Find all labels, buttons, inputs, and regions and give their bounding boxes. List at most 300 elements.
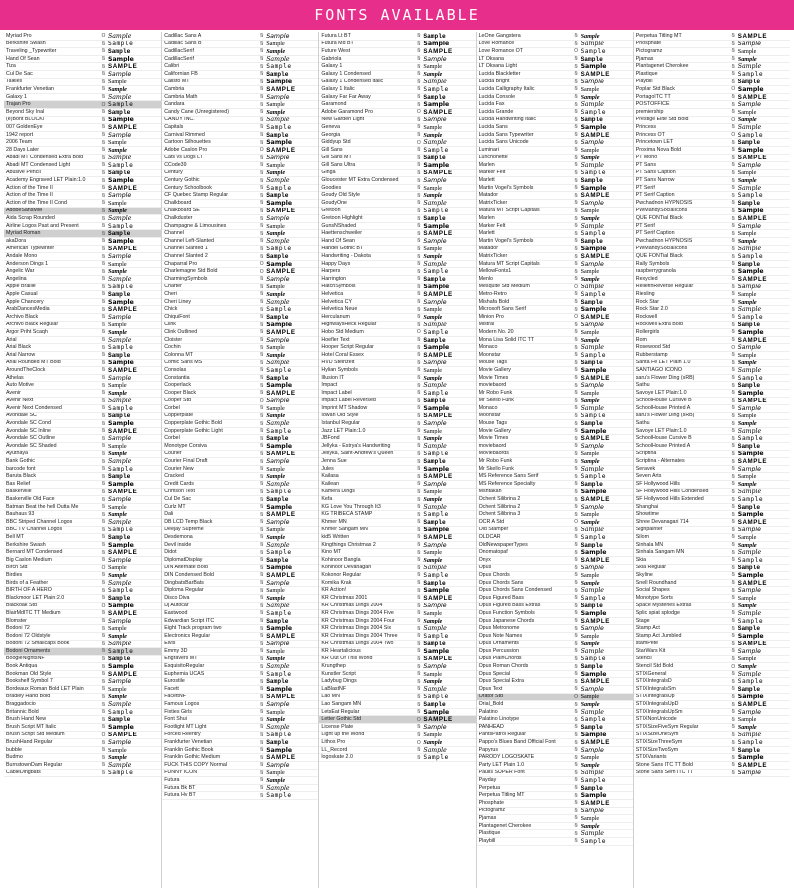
font-row [4, 443, 161, 451]
font-sample: Sample [266, 313, 289, 321]
font-sample: Sample [108, 162, 134, 169]
font-row [162, 565, 318, 573]
font-row [162, 238, 318, 246]
truetype-icon: Ꞩ [101, 154, 106, 161]
font-sample: Sample [737, 534, 757, 541]
font-row [477, 572, 633, 580]
font-name: Batman Beat the hell Outta Me [6, 503, 79, 510]
font-row [477, 238, 633, 246]
font-sample: Sample [266, 405, 285, 412]
truetype-icon: Ꞩ [731, 731, 735, 738]
font-name: Galaxy 1 Italic [321, 86, 355, 92]
font-sample: Sample [266, 746, 293, 754]
font-sample: Sample [108, 86, 127, 93]
font-row [634, 360, 790, 368]
font-sample: Sample [737, 625, 761, 633]
truetype-icon: Ꞩ [101, 329, 106, 336]
font-row [477, 124, 633, 132]
font-sample: Sample [737, 291, 757, 298]
font-name: Matura MT Script Capitals [478, 260, 540, 267]
font-name: Shree Devanagari 714 [635, 519, 689, 525]
font-row [634, 572, 790, 580]
font-row [319, 405, 475, 413]
font-name: KR Christmas Dings 2004 Six [321, 625, 392, 632]
font-name: Eight Track program two [164, 625, 222, 632]
truetype-icon: Ꞩ [417, 40, 421, 47]
font-row [162, 489, 318, 497]
font-name: Old Stamper [478, 526, 509, 533]
font-sample: SAMPLE [737, 33, 768, 40]
font-name: OCR A Std [478, 519, 505, 525]
truetype-icon: Ꞩ [417, 299, 421, 306]
font-sample: SAMPLE [737, 519, 768, 526]
font-row [634, 367, 790, 375]
truetype-icon: Ꞩ [574, 663, 578, 670]
font-row [319, 686, 475, 694]
font-sample: Sample [580, 291, 606, 298]
truetype-icon: Ꞩ [260, 724, 264, 731]
font-sample: Sample [108, 412, 131, 420]
font-sample: Sample [108, 465, 134, 473]
font-row [634, 71, 790, 79]
font-name: Impact Label Reversed [321, 397, 376, 404]
truetype-icon: Ꞩ [101, 56, 106, 63]
font-name: Arial Black [6, 344, 32, 351]
truetype-icon: Ꞩ [574, 63, 578, 70]
font-row [477, 200, 633, 208]
truetype-icon: Ꞩ [101, 481, 106, 488]
font-row [319, 56, 475, 64]
truetype-icon: Ꞩ [417, 230, 421, 237]
font-sample: Sample [737, 496, 764, 504]
truetype-icon: Ꞩ [574, 838, 578, 845]
font-sample: Sample [108, 374, 132, 382]
truetype-icon: Ꞩ [101, 519, 106, 526]
font-row [4, 306, 161, 314]
font-row [4, 557, 161, 565]
font-sample: Sample [423, 374, 443, 382]
font-sample: Sample [423, 131, 443, 139]
font-row [477, 177, 633, 185]
font-name: Birdies [6, 572, 23, 578]
font-name: PT Sans Narrow [635, 177, 675, 184]
font-sample: Sample [108, 397, 132, 405]
font-row [634, 458, 790, 466]
font-row [162, 177, 318, 185]
truetype-icon: Ꞩ [260, 86, 264, 93]
truetype-icon: Ꞩ [260, 792, 264, 799]
font-name: Kefa [321, 496, 333, 503]
font-name: Brush Script Std Medium [6, 731, 65, 738]
font-sample: Sample [108, 503, 127, 511]
font-name: KR Christmas Dings 2004 Five [321, 610, 394, 616]
font-sample: Sample [266, 655, 286, 663]
font-name: PWMandySocialIcons [635, 245, 688, 252]
font-sample: Sample [423, 549, 442, 557]
font-row [634, 473, 790, 481]
font-sample: Sample [423, 177, 447, 185]
truetype-icon: Ꞩ [417, 132, 421, 139]
truetype-icon: Ꞩ [731, 48, 735, 55]
font-row [477, 79, 633, 87]
font-row [162, 63, 318, 71]
font-name: Bradley Hand Bold [6, 693, 51, 700]
font-name: Skia [635, 556, 647, 563]
font-name: STIXIntegralsUp [635, 693, 675, 700]
font-name: Hoefler Text [321, 336, 350, 343]
font-row [477, 253, 633, 261]
truetype-icon: Ꞩ [417, 215, 421, 222]
font-row [477, 838, 633, 846]
font-name: KR Christmas Dings 2004 Two [321, 640, 394, 647]
font-sample: Sample [108, 146, 127, 154]
font-name: STIXGeneral [635, 670, 667, 677]
font-name: Mesquite Std Medium [478, 283, 530, 290]
truetype-icon: Ꞩ [417, 375, 421, 382]
font-row [634, 435, 790, 443]
font-name: STIXIntegralsSm [635, 686, 676, 692]
truetype-icon: Ꞩ [101, 139, 106, 146]
opentype-icon: O [574, 283, 579, 290]
truetype-icon: Ꞩ [417, 344, 421, 351]
font-sample: Sample [266, 534, 286, 541]
font-row [477, 86, 633, 94]
font-name: Diploma Regular [164, 587, 204, 594]
truetype-icon: Ꞩ [731, 466, 735, 473]
font-name: PWMandySocialIcons [635, 207, 688, 214]
font-row [162, 79, 318, 87]
truetype-icon: Ꞩ [260, 306, 264, 313]
font-sample: SAMPLE [266, 146, 296, 154]
font-row [477, 557, 633, 565]
font-name: Bodoni 72 Smallcaps Book [6, 640, 70, 647]
truetype-icon: Ꞩ [260, 564, 264, 571]
truetype-icon: Ꞩ [731, 405, 735, 412]
truetype-icon: Ꞩ [101, 40, 106, 47]
truetype-icon: Ꞩ [101, 648, 106, 655]
truetype-icon: Ꞩ [417, 747, 421, 754]
font-name: Berkshire Swash [6, 541, 46, 548]
font-row [477, 139, 633, 147]
font-sample: Sample [108, 708, 134, 716]
font-row [4, 86, 161, 94]
font-row [634, 230, 790, 238]
font-row [4, 124, 161, 132]
font-row [4, 466, 161, 474]
truetype-icon: Ꞩ [260, 382, 264, 389]
font-sample: SAMPLE [580, 617, 610, 625]
font-row [4, 109, 161, 117]
font-sample: Sample [423, 329, 449, 336]
font-row [162, 413, 318, 421]
truetype-icon: Ꞩ [731, 618, 735, 625]
truetype-icon: Ꞩ [417, 564, 421, 571]
truetype-icon: Ꞩ [417, 405, 421, 412]
truetype-icon: Ꞩ [101, 709, 106, 716]
font-row [4, 132, 161, 140]
font-sample: Sample [266, 184, 292, 192]
font-name: Deejay Supreme [164, 526, 204, 533]
font-row [162, 572, 318, 580]
font-sample: Sample [108, 207, 127, 215]
font-row [319, 382, 475, 390]
font-sample: Sample [737, 549, 762, 557]
font-name: Credit Cards [164, 481, 194, 487]
font-sample: SAMPLE [737, 336, 768, 344]
font-sample: Sample [580, 283, 604, 291]
font-row [4, 208, 161, 216]
truetype-icon: Ꞩ [731, 428, 735, 435]
font-sample: Sample [580, 572, 600, 579]
font-sample: Sample [108, 541, 134, 549]
font-name: Aida Scrap Rounded [6, 215, 55, 222]
font-row [634, 754, 790, 762]
truetype-icon: Ꞩ [260, 420, 264, 427]
truetype-icon: Ꞩ [417, 185, 421, 192]
font-name: Onyx [478, 556, 491, 563]
font-sample: SAMPLE [580, 678, 610, 686]
font-name: Beyond Sky Inal [6, 108, 45, 115]
opentype-icon: O [731, 132, 736, 139]
font-row [4, 663, 161, 671]
font-row [477, 420, 633, 428]
font-name: Constantia [164, 374, 190, 381]
font-row [4, 534, 161, 542]
font-sample: Sample [737, 359, 757, 367]
font-sample: Sample [423, 488, 442, 496]
font-name: Myriad Roman [6, 230, 41, 237]
font-row [634, 200, 790, 208]
font-row [162, 215, 318, 223]
font-sample: Sample [423, 101, 450, 109]
font-sample: Sample [266, 321, 293, 329]
font-sample: Sample [737, 200, 761, 207]
font-name: Goudy Old Style [321, 192, 360, 199]
font-row [162, 405, 318, 413]
truetype-icon: Ꞩ [574, 572, 578, 579]
font-name: Arial [6, 336, 17, 343]
font-name: MS Reference Sans Serif [478, 473, 539, 480]
truetype-icon: Ꞩ [574, 375, 578, 382]
truetype-icon: Ꞩ [731, 762, 735, 769]
font-row [477, 398, 633, 406]
font-name: Franklin Gothic Medium [164, 754, 221, 761]
font-sample: Sample [108, 389, 127, 397]
truetype-icon: Ꞩ [417, 116, 421, 123]
font-sample: Sample [580, 367, 607, 374]
font-name: Avondale SC Shaded [6, 443, 57, 449]
font-row [319, 71, 475, 79]
font-row [634, 413, 790, 421]
font-row [634, 79, 790, 87]
font-sample: SAMPLE [423, 108, 453, 116]
font-row [634, 337, 790, 345]
font-row [162, 398, 318, 406]
font-name: Lithos Pro [321, 739, 346, 746]
truetype-icon: Ꞩ [731, 109, 735, 116]
font-name: LetsEat Regular [321, 708, 360, 715]
font-row [477, 823, 633, 831]
font-row [477, 458, 633, 466]
font-row [634, 603, 790, 611]
font-name: Ochent Silibrina 2 [478, 503, 521, 510]
font-name: Famous Logos [164, 701, 200, 708]
opentype-icon: O [259, 261, 264, 268]
truetype-icon: Ꞩ [574, 238, 578, 245]
font-name: DB LCD Temp Black [164, 519, 213, 525]
font-name: Gretoon [321, 207, 341, 214]
font-sample: Sample [580, 329, 600, 336]
truetype-icon: Ꞩ [101, 124, 106, 131]
font-row [477, 830, 633, 838]
font-name: Stone Sans ITC TT Bold [635, 762, 693, 768]
opentype-icon: O [259, 397, 264, 404]
font-row [162, 360, 318, 368]
truetype-icon: Ꞩ [731, 276, 735, 283]
font-row [162, 420, 318, 428]
truetype-icon: Ꞩ [574, 739, 578, 746]
truetype-icon: Ꞩ [731, 443, 735, 450]
font-name: Lucida Bright [478, 78, 510, 85]
font-row [319, 246, 475, 254]
truetype-icon: Ꞩ [101, 496, 106, 503]
font-row [319, 132, 475, 140]
truetype-icon: Ꞩ [731, 481, 735, 488]
truetype-icon: Ꞩ [260, 655, 264, 662]
truetype-icon: Ꞩ [101, 276, 106, 283]
truetype-icon: Ꞩ [417, 283, 421, 290]
truetype-icon: Ꞩ [101, 94, 106, 101]
truetype-icon: Ꞩ [417, 633, 421, 640]
font-sample: Sample [737, 329, 764, 336]
font-name: License Plate [321, 724, 354, 730]
font-row [4, 94, 161, 102]
font-sample: Sample [423, 283, 450, 291]
font-row [634, 694, 790, 702]
font-name: 007 GoldenEye [6, 124, 43, 130]
font-sample: Sample [580, 298, 603, 306]
truetype-icon: Ꞩ [574, 488, 578, 495]
font-row [477, 63, 633, 71]
font-sample: Sample [580, 86, 600, 93]
font-name: Tiza [6, 63, 16, 70]
font-row [634, 109, 790, 117]
font-name: Eastwood [164, 610, 188, 616]
truetype-icon: Ꞩ [574, 443, 578, 450]
truetype-icon: Ꞩ [574, 807, 578, 814]
font-row [162, 481, 318, 489]
truetype-icon: Ꞩ [574, 504, 578, 511]
font-row [4, 177, 161, 185]
font-sample: Sample [266, 306, 292, 314]
font-name: raspberrygranola [635, 268, 676, 275]
font-sample: Sample [266, 283, 285, 291]
truetype-icon: Ꞩ [574, 207, 578, 214]
truetype-icon: Ꞩ [101, 458, 106, 465]
truetype-icon: Ꞩ [574, 450, 578, 457]
font-row [4, 291, 161, 299]
font-sample: SAMPLE [737, 276, 768, 283]
truetype-icon: Ꞩ [574, 466, 578, 473]
truetype-icon: Ꞩ [101, 488, 106, 495]
truetype-icon: Ꞩ [574, 511, 578, 518]
font-name: Onomatopaf [478, 549, 508, 556]
font-sample: Sample [580, 632, 600, 640]
truetype-icon: Ꞩ [731, 519, 735, 526]
font-name: GunsNShaded [321, 222, 357, 229]
font-row [477, 770, 633, 778]
font-sample: Sample [580, 154, 600, 162]
font-sample: Sample [580, 830, 604, 838]
font-name: Haettenschweiler [321, 230, 363, 237]
font-sample: SAMPLE [580, 253, 610, 261]
font-row [162, 595, 318, 603]
font-row [634, 565, 790, 573]
font-sample: Sample [737, 564, 761, 572]
font-sample: Sample [423, 686, 447, 693]
truetype-icon: Ꞩ [574, 473, 578, 480]
font-name: Courier New [164, 465, 194, 472]
font-name: Cooperlack [164, 382, 191, 389]
font-row [319, 124, 475, 132]
font-name: Emmy 3D [164, 648, 188, 654]
font-name: STIXSizeOneSym [635, 731, 679, 738]
font-row [4, 284, 161, 292]
font-name: Palatino Linotype [478, 716, 520, 723]
truetype-icon: Ꞩ [417, 200, 421, 207]
font-name: Proxima Nova Bold [635, 146, 682, 153]
truetype-icon: Ꞩ [574, 830, 578, 837]
truetype-icon: Ꞩ [417, 519, 421, 526]
font-row [162, 86, 318, 94]
font-name: Corbel [164, 405, 180, 411]
truetype-icon: Ꞩ [574, 655, 578, 662]
truetype-icon: Ꞩ [731, 564, 735, 571]
truetype-icon: Ꞩ [260, 716, 264, 723]
truetype-icon: Ꞩ [101, 633, 106, 640]
truetype-icon: Ꞩ [417, 147, 421, 154]
truetype-icon: Ꞩ [731, 40, 735, 47]
font-sample: SAMPLE [737, 579, 768, 587]
font-row [634, 443, 790, 451]
font-row [4, 238, 161, 246]
font-name: Lunchonette [478, 154, 508, 161]
font-sample: Sample [423, 481, 447, 488]
truetype-icon: Ꞩ [260, 709, 264, 716]
font-row [162, 306, 318, 314]
font-sample: Sample [580, 519, 600, 526]
font-name: Illusion IT [321, 374, 345, 381]
truetype-icon: Ꞩ [574, 344, 578, 351]
font-name: Capitals [164, 124, 184, 130]
font-name: Pwchadnon HYPNOSIS [635, 200, 693, 206]
font-name: Dali [164, 511, 174, 518]
font-sample: Sample [580, 162, 604, 169]
font-row [4, 344, 161, 352]
font-row [319, 101, 475, 109]
font-row [477, 785, 633, 793]
font-row [319, 268, 475, 276]
font-name: Sinhala MN [635, 541, 664, 548]
font-row [162, 329, 318, 337]
truetype-icon: Ꞩ [731, 397, 735, 404]
truetype-icon: Ꞩ [260, 94, 264, 101]
font-row [319, 147, 475, 155]
font-row [477, 428, 633, 436]
font-row [634, 162, 790, 170]
font-sample: Sample [580, 344, 604, 352]
truetype-icon: Ꞩ [731, 337, 735, 344]
